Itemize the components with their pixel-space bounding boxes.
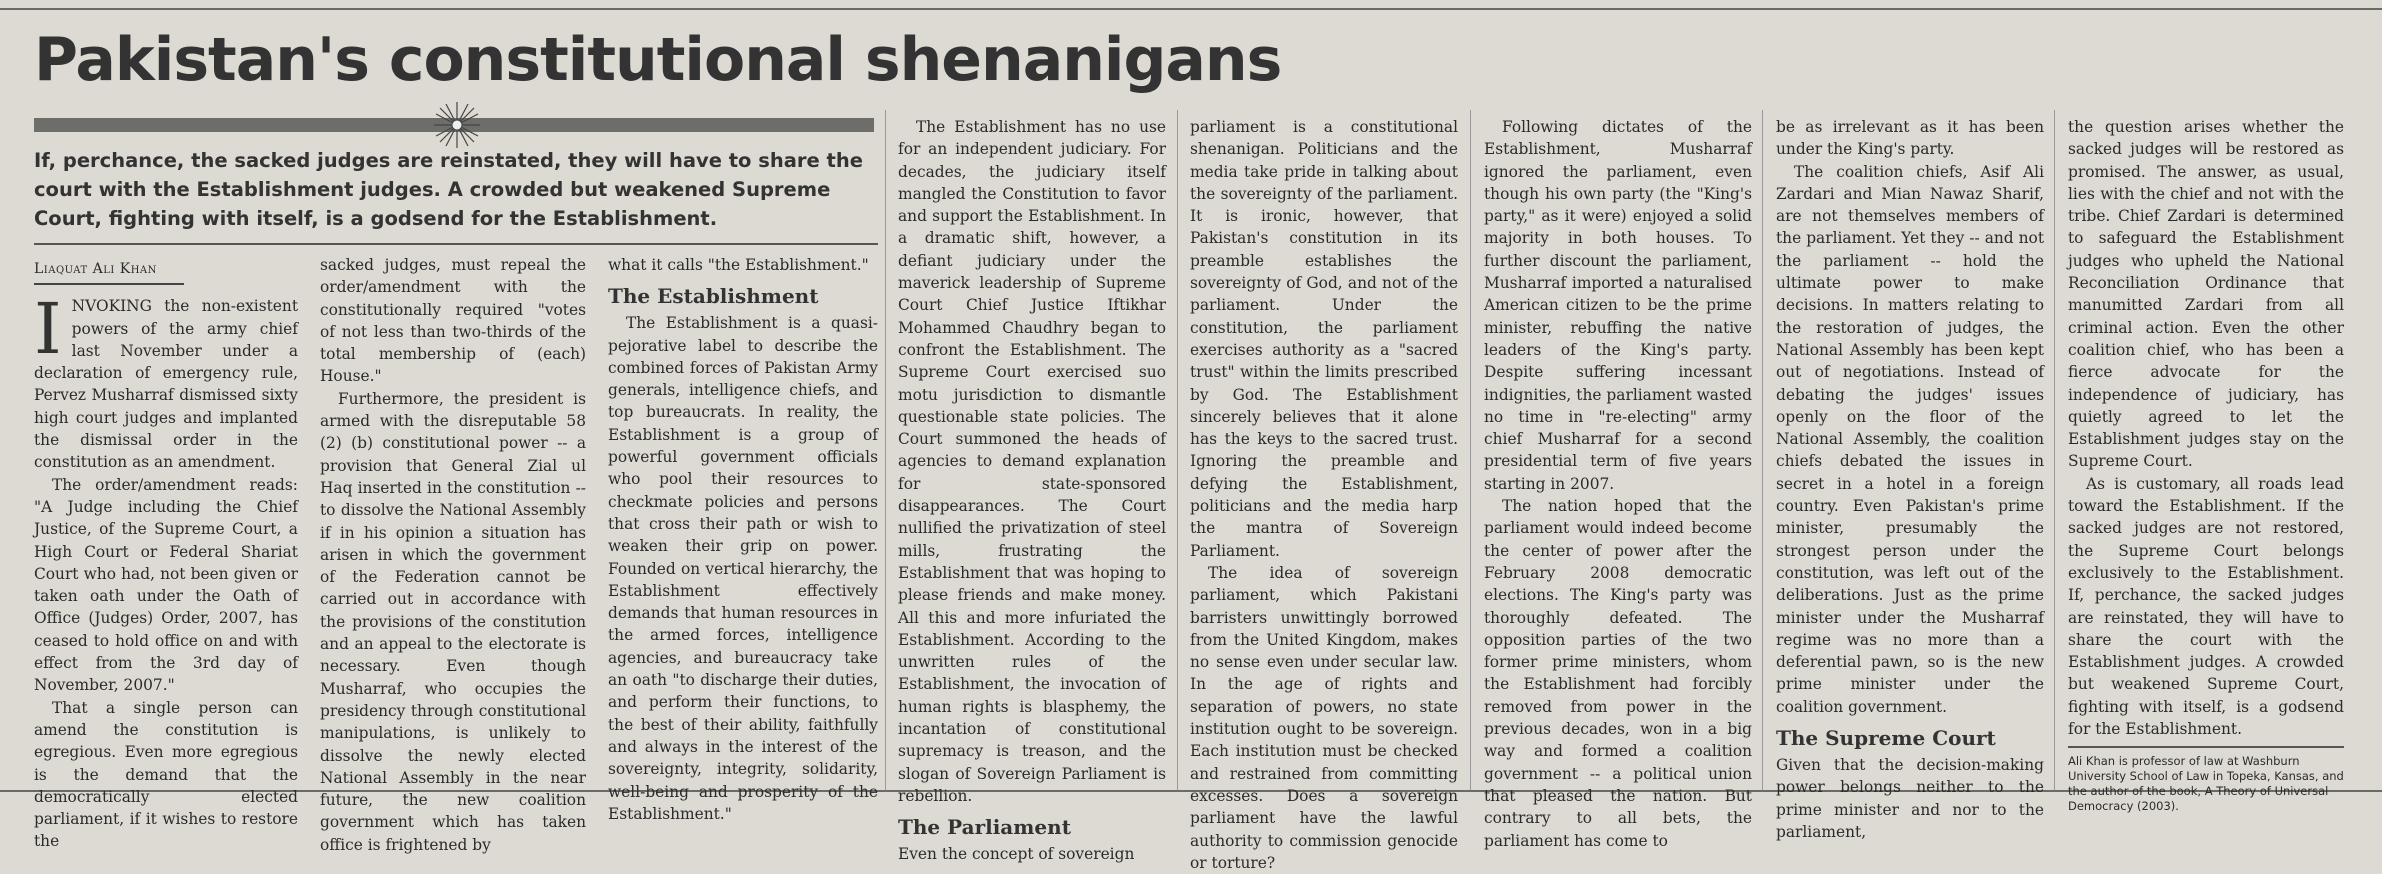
subheading-supreme-court: The Supreme Court — [1776, 726, 1996, 751]
paragraph: the question arises whether the sacked judges will be restored as promised. The answer, as usual, lies with the chief and not with the tribe. Chief Zardari is determined to safeguard the Establishment judges who upheld the National Reconciliation Ordinance that manumitted Zardari from all criminal action. Even the other coalition chief, who has been a fierce advocate for the independence of judiciary, has quietly agreed to let the Establishment judges stay on the Supreme Court. — [2068, 118, 2344, 471]
paragraph: The idea of sovereign parliament, which Pakistani barristers unwittingly borrowed from the United Kingdom, makes no sense even under secular law. In the age of rights and separation of powers, no state institution ought to be sovereign. Each institution must be checked and restrained from committing excesses. Does a sovereign parliament have the lawful authority to commission genocide or torture? — [1190, 563, 1458, 872]
deck-underline — [34, 243, 878, 245]
byline: Liaquat Ali Khan — [34, 258, 184, 285]
column-divider — [1762, 110, 1763, 790]
subheading-parliament: The Parliament — [898, 815, 1071, 840]
starburst-icon — [432, 100, 482, 150]
paragraph: Even the concept of sovereign — [898, 845, 1135, 864]
top-rule — [0, 8, 2382, 10]
paragraph: That a single person can amend the constitution is egregious. Even more egregious is the demand that the democratically elected parliament, if it wishes to restore the — [34, 698, 298, 851]
dropcap: I — [34, 288, 62, 371]
paragraph: sacked judges, must repeal the order/amendment with the constitutionally required "votes of not less than two-thirds of the total membership of (each) House." — [320, 256, 586, 386]
paragraph: what it calls "the Establishment." — [608, 256, 869, 274]
deck: If, perchance, the sacked judges are reinstated, they will have to share the court with the Establishment judges. A crowded but weakened Supreme Court, fighting with itself, is a godsend for the Establishment. — [34, 149, 863, 230]
paragraph: As is customary, all roads lead toward the Establishment. If the sacked judges are not restored, the Supreme Court belongs exclusively to the Establishment. If, perchance, the sacked judges are reinstated, they will have to share the court with the Establishment judges. A crowded but weakened Supreme Court, fighting with itself, is a godsend for the Establishment. — [2068, 474, 2344, 739]
paragraph: The order/amendment reads: "A Judge including the Chief Justice, of the Supreme Court, a High Court or Federal Shariat Court who had, not been given or taken oath under the Oath of Office (Judges) Order, 2007, has ceased to hold office on and with effect from the 3rd day of November, 2007." — [34, 475, 298, 695]
column-divider — [885, 110, 886, 790]
column-7 — [1776, 116, 2044, 841]
column-divider — [1177, 110, 1178, 790]
author-bio: Ali Khan is professor of law at Washburn University School of Law in Topeka, Kansas, and the author of the book, A Theory of Universal Democracy (2003). — [2068, 746, 2344, 814]
paragraph: The coalition chiefs, Asif Ali Zardari and Mian Nawaz Sharif, are not themselves members of the parliament. Yet they -- and not the parliament -- hold the ultimate power to make decisions. In matters relating to the restoration of judges, the National Assembly has been kept out of negotiations. Instead of debating the judges' issues openly on the floor of the National Assembly, the coalition chiefs debated the issues in secret in a hotel in a foreign country. Even Pakistan's prime minister, presumably the strongest person under the constitution, was left out of the deliberations. Just as the prime minister under the Musharraf regime was no more than a deferential pawn, so is the new prime minister under the coalition government. — [1776, 162, 2044, 716]
paragraph: be as irrelevant as it has been under the King's party. — [1776, 118, 2044, 159]
column-divider — [2054, 110, 2055, 790]
paragraph: Given that the decision-making power belongs neither to the prime minister and nor to the parliament, — [1776, 756, 2044, 841]
paragraph: The Establishment has no use for an independent judiciary. For decades, the judiciary itself mangled the Constitution to favor and support the Establishment. In a dramatic shift, however, a defiant judiciary under the maverick leadership of Supreme Court Chief Justice Iftikhar Mohammed Chaudhry began to confront the Establishment. The Supreme Court exercised suo motu jurisdiction to dismantle questionable state policies. The Court summoned the heads of agencies to demand explanation for state-sponsored disappearances. The Court nullified the privatization of steel mills, frustrating the Establishment that was hoping to please friends and make money. All this and more infuriated the Establishment. According to the unwritten rules of the Establishment, the invocation of human rights is blasphemy, the incantation of constitutional supremacy is treason, and the slogan of Sovereign Parliament is rebellion. — [898, 118, 1166, 805]
column-4 — [898, 116, 1166, 864]
column-5 — [1190, 116, 1458, 872]
paragraph: The nation hoped that the parliament would indeed become the center of power after the February 2008 democratic elections. The King's party was thoroughly defeated. The opposition parties of the two former prime ministers, whom the Establishment had forcibly removed from power in the previous decades, won in a big way and formed a coalition government -- a political union that pleased the nation. But contrary to all bets, the parliament has come to — [1484, 497, 1752, 850]
column-6 — [1484, 116, 1752, 850]
paragraph: Furthermore, the president is armed with the disreputable 58 (2) (b) constitutional power -- a provision that General Zial ul Haq inserted in the constitution -- to dissolve the National Assembly if in his opinion a situation has arisen in which the government of the Federation cannot be carried out in accordance with the provisions of the constitution and an appeal to the electorate is necessary. Even though Musharraf, who occupies the presidency through constitutional manipulations, is unlikely to dissolve the newly elected National Assembly in the near future, the new coalition government which has taken office is frightened by — [320, 389, 586, 854]
paragraph: parliament is a constitutional shenanigan. Politicians and the media take pride in talking about the sovereignty of the parliament. It is ironic, however, that Pakistan's constitution in its preamble establishes the sovereignty of God, and not of the parliament. Under the constitution, the parliament exercises authority as a "sacred trust" within the limits prescribed by God. The Establishment sincerely believes that it alone has the keys to the sacred trust. Ignoring the preamble and defying the Establishment, politicians and the media harp the mantra of Sovereign Parliament. — [1190, 118, 1458, 560]
column-divider — [1470, 110, 1471, 790]
paragraph: The Establishment is a quasi-pejorative label to describe the combined forces of Pakistan Army generals, intelligence chiefs, and top bureaucrats. In reality, the Establishment is a group of powerful government officials who pool their resources to checkmate policies and persons that cross their path or wish to weaken their grip on power. Founded on vertical hierarchy, the Establishment effectively demands that human resources in the armed forces, intelligence agencies, and bureaucracy take an oath "to discharge their duties, and perform their functions, to the best of their ability, faithfully and always in the interest of the sovereignty, integrity, solidarity, well-being and prosperity of the Establishment." — [608, 314, 878, 823]
paragraph: Following dictates of the Establishment, Musharraf ignored the parliament, even though his own party (the "King's party," as it were) enjoyed a solid majority in both houses. To further discount the parliament, Musharraf imported a naturalised American citizen to be the prime minister, rebuffing the native leaders of the King's party. Despite suffering incessant indignities, the parliament wasted no time in "re-electing" army chief Musharraf for a second presidential term of five years starting in 2007. — [1484, 118, 1752, 493]
column-8 — [2068, 116, 2344, 814]
column-1 — [34, 258, 298, 851]
column-3 — [608, 254, 878, 823]
subheading-establishment: The Establishment — [608, 284, 819, 309]
column-2 — [320, 254, 586, 854]
headline: Pakistan's constitutional shenanigans — [34, 25, 1282, 95]
paragraph: NVOKING the non-existent powers of the army chief last November under a declaration of emergency rule, Pervez Musharraf dismissed sixty high court judges and implanted the dismissal order in the constitution as an amendment. — [34, 297, 298, 472]
